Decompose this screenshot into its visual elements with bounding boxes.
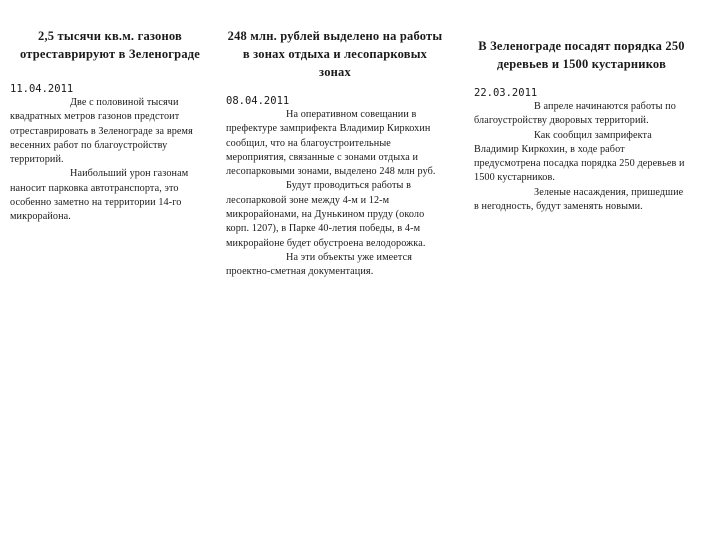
article-column-2 [226, 0, 444, 280]
article-2-paragraph-3: На эти объекты уже имеется проектно-сметная документация. [226, 251, 412, 278]
article-1-title: 2,5 тысячи кв.м. газонов отреставрируют в Зеленограде [19, 29, 201, 61]
article-2-paragraph-1: На оперативном совещании в префектуре замприфекта Владимир Киркохин сообщил, что на благоустроительные мероприятия, связанные с зонами отдыха и лесопарковыми зонами, выделено 248 млн руб. [226, 109, 436, 178]
article-column-1 [10, 0, 210, 225]
article-3-title: В Зеленограде посадят порядка 250 деревьев и 1500 кустарников [478, 39, 685, 71]
article-2-date: 08.04.2011 [226, 95, 290, 107]
article-1-paragraph-2: Наибольший урон газонам наносит парковка автотранспорта, это особенно заметно на территории 14-го микрорайона. [10, 168, 189, 223]
article-3-paragraph-2: Как сообщил замприфекта Владимир Киркохин, в ходе работ предусмотрена посадка порядка 250 деревьев и 1500 кустарников. [474, 129, 685, 184]
article-2-title: 248 млн. рублей выделено на работы в зонах отдыха и лесопарковых зонах [227, 29, 443, 79]
article-1-paragraph-1: Две с половиной тысячи квадратных метров газонов предстоит отреставрировать в Зеленограде за время весенних работ по благоустройству территорий. [10, 97, 193, 166]
article-3-paragraph-1: В апреле начинаются работы по благоустройству дворовых территорий. [474, 101, 676, 127]
article-column-3 [474, 0, 689, 214]
article-1-date: 11.04.2011 [10, 83, 74, 95]
article-3-date: 22.03.2011 [474, 87, 538, 99]
article-3-paragraph-3: Зеленые насаждения, пришедшие в негодность, будут заменять новыми. [474, 186, 684, 213]
article-2-paragraph-2: Будут проводиться работы в лесопарковой зоне между 4-м и 12-м микрорайонами, на Дунькином пруду (около корп. 1207), в Парке 40-летия победы, в 4-м микрорайоне будет обустроена велодорожка. [226, 180, 426, 249]
